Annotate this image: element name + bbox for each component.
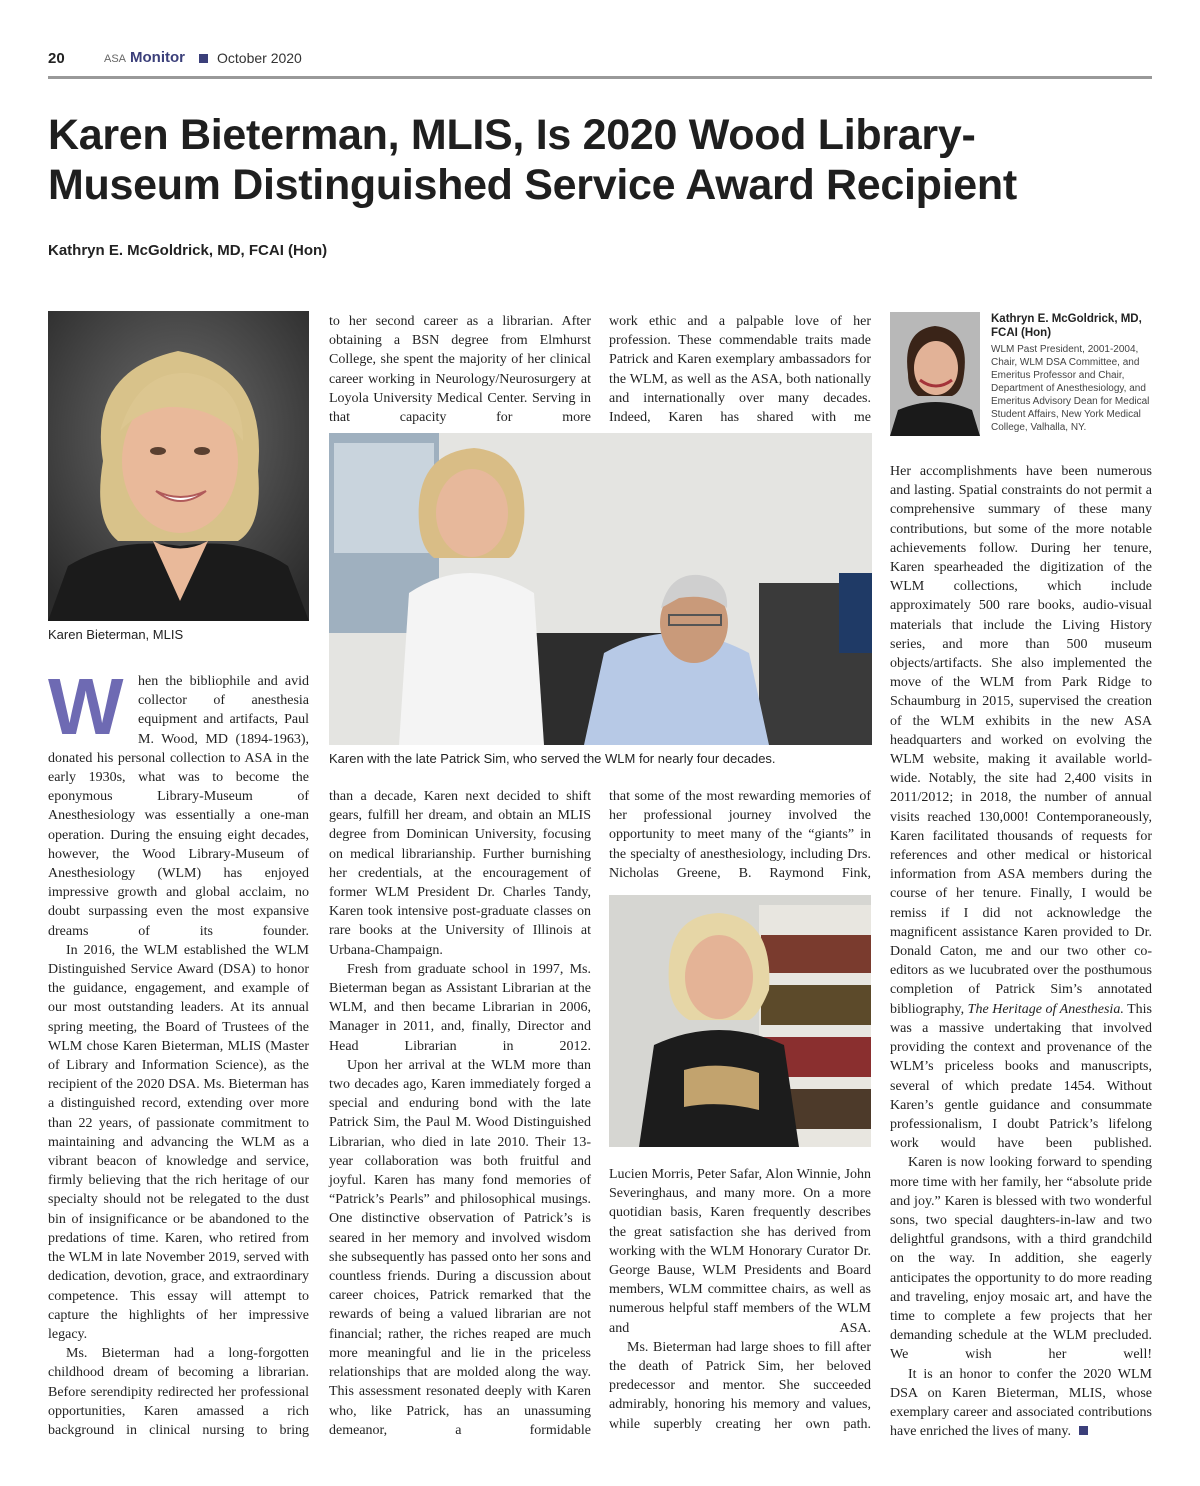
author-name-line-2: FCAI (Hon) [991,327,1052,339]
intro-text: hen the bibliophile and avid collector of anesthesia equipment and artifacts, Paul M. Wood, MD (1894-1963), donated his personal collection to ASA in the early 1930s, what was to become the eponymous Library-Museum of Anesthesiology was essentially a one-man operation. During the ensuing eight decades, however, the Wood Library-Museum of Anesthesiology (WLM) has enjoyed impressive growth and global acclaim, no doubt surpassing even the most expansive dreams of its founder. [48,674,309,939]
byline: Kathryn E. McGoldrick, MD, FCAI (Hon) [48,242,328,259]
column-2 [329,787,591,1440]
paragraph: Lucien Morris, Peter Safar, Alon Winnie, John Severinghaus, and many more. On a more quotidian basis, Karen frequently describes the great satisfaction she has derived from working with the WLM Honorary Curator Dr. George Bause, WLM Presidents and Board members, WLM committee chairs, as well as numerous helpful staff members of the WLM and ASA. [609,1167,871,1336]
column-4 [890,462,1152,1441]
page-number: 20 [48,50,65,67]
column-3-top [609,312,871,427]
title-line-2: Museum Distinguished Service Award Recipient [48,161,1017,209]
paragraph: than a decade, Karen next decided to shift gears, fulfill her dream, and obtain an MLIS degree from Dominican University, focusing on medical librarianship. Further burnishing her credentials, at the encouragement of former WLM President Dr. Charles Tandy, Karen took intensive post-graduate classes on rare books at the University of Illinois at Urbana-Champaign. [329,789,591,958]
bio-line: College, Valhalla, NY. [991,422,1087,433]
issue-date: October 2020 [217,50,302,66]
closing-text: It is an honor to confer the 2020 WLM DSA on Karen Bieterman, MLIS, whose exemplary career and associated contributions have enriched the lives of many. [890,1366,1152,1440]
column-3 [609,1165,871,1434]
closing-paragraph [890,1365,1152,1442]
publication-name: Monitor [130,49,185,66]
paragraph-text: Her accomplishments have been numerous and lasting. Spatial constraints do not permit a comprehensive summary of these many contributions, but some of the more notable achievements follow. During her tenure, Karen spearheaded the digitization of the WLM collections, which include approximately 500 rare books, audio-visual materials that include the Living History series, and more than 500 museum objects/artifacts. She also implemented the move of the WLM from Park Ridge to Schaumburg in 2015, supervised the creation of the WLM exhibits in the new ASA headquarters and worked on evolving the WLM website, making it available world-wide. Notably, the site had 2,400 visits in 2011/2012; in 2018, the number of annual visits reached 130,000! Contemporaneously, Karen facilitated thousands of requests for references and other medical or historical information from ASA members during the course of her tenure. Finally, I would be remiss if I did not acknowledge the magnificent assistance Karen provided to Dr. Donald Caton, me and our two other co-editors as we lucubrated over the posthumous completion of Patrick Sim’s annotated bibliography, [890,464,1152,1017]
portrait-illustration [48,311,309,621]
library-illustration [609,895,871,1147]
bio-line: Department of Anesthesiology, and [991,383,1146,394]
paragraph [890,462,1152,1153]
bio-line: Emeritus Advisory Dean for Medical [991,396,1150,407]
paragraph: Fresh from graduate school in 1997, Ms. Bieterman began as Assistant Librarian at the WLM, and then became Librarian in 2006, Manager in 2011, and, finally, Director and Head Librarian in 2012. [329,961,591,1054]
bio-line: Chair, WLM DSA Committee, and [991,357,1140,368]
portrait-photo [48,311,309,621]
article-title [48,110,1158,210]
author-headshot [890,312,980,436]
header-square-icon [199,54,208,63]
publication-prefix: ASA [104,53,127,65]
paragraph: that some of the most rewarding memories of her professional journey involved the opportunity to meet many of the “giants” in the specialty of anesthesiology, including Drs. Nicholas Greene, B. Raymond Fink, [609,789,871,881]
library-photo [609,895,871,1147]
end-mark-icon [1079,1426,1088,1435]
header-rule [48,76,1152,79]
paragraph: Upon her arrival at the WLM more than two decades ago, Karen immediately forged a special and enduring bond with the late Patrick Sim, the Paul M. Wood Distinguished Librarian, who died in late 2010. Their 13-year collaboration was both fruitful and joyful. Karen has many fond memories of “Patrick’s Pearls” and philosophical musings. One distinctive observation of Patrick’s is seared in her memory and involved wisdom she subsequently has passed onto her sons and countless friends. During a discussion about career choices, Patrick remarked that the rewards of being a valued librarian are not financial; rather, the riches reaped are much more meaningful and lie in the priceless relationships that are molded along the way. This assessment resonated deeply with Karen who, like Patrick, has an unassuming demeanor, a formidable [329,1057,591,1438]
intro-paragraph [48,662,309,941]
office-illustration [329,433,872,745]
title-line-1: Karen Bieterman, MLIS, Is 2020 Wood Library- [48,111,976,159]
paragraph: Ms. Bieterman had large shoes to fill after the death of Patrick Sim, her beloved predecessor and mentor. She succeeded admirably, honoring his memory and values, while superbly creating her own path. [609,1339,871,1432]
portrait-caption: Karen Bieterman, MLIS [48,627,184,642]
paragraph-text: This was a massive undertaking that involved providing the context and provenance of the WLM’s priceless books and manuscripts, several of which predate 1454. Without Karen’s gentle guidance and consummate professionalism, I doubt Patrick’s lifelong work would have been published. [890,1001,1152,1152]
paragraph: work ethic and a palpable love of her profession. These commendable traits made Patrick and Karen exemplary ambassadors for the WLM, as well as the ASA, both nationally and internationally over many decades. Indeed, Karen has shared with me [609,314,871,426]
column-2-top [329,312,591,427]
office-caption: Karen with the late Patrick Sim, who served the WLM for nearly four decades. [329,751,776,766]
paragraph: to her second career as a librarian. After obtaining a BSN degree from Elmhurst College, she spent the majority of her clinical career working in Neurology/Neurosurgery at Loyola University Medical Center. Serving in that capacity for more [329,314,591,426]
author-bio [991,312,1159,434]
paragraph: Ms. Bieterman had a long-forgotten childhood dream of becoming a librarian. Before serendipity redirected her professional opportunities, Karen amassed a rich background in clinical nursing to bring [48,1346,309,1438]
bio-line: WLM Past President, 2001-2004, [991,344,1139,355]
bio-line: Emeritus Professor and Chair, [991,370,1125,381]
bio-line: Student Affairs, New York Medical [991,409,1141,420]
paragraph: Karen is now looking forward to spending more time with her family, her “absolute pride and joy.” Karen is blessed with two wonderful sons, two special daughters-in-law and two delightful grandsons, with a third grandchild on the way. In addition, she eagerly anticipates the opportunity to do more reading and traveling, enjoy mosaic art, and have the time to complete a few projects that her demanding schedule at the WLM precluded. We wish her well! [890,1155,1152,1363]
office-photo [329,433,872,745]
paragraph: In 2016, the WLM established the WLM Distinguished Service Award (DSA) to honor the guidance, engagement, and example of our most outstanding leaders. At its annual spring meeting, the Board of Trustees of the WLM chose Karen Bieterman, MLIS (Master of Library and Information Science), as the recipient of the 2020 DSA. Ms. Bieterman has a distinguished record, extending over more than 22 years, of passionate commitment to maintaining and advancing the WLM as a vibrant beacon of knowledge and service, firmly believing that the rich heritage of our specialty should not be relegated to the dust bin of insignificance or be abandoned to the predations of time. Karen, who retired from the WLM in late November 2019, served with dedication, devotion, grace, and extraordinary competence. This essay will attempt to capture the highlights of her impressive legacy. [48,942,309,1342]
author-name-line-1: Kathryn E. McGoldrick, MD, [991,313,1142,325]
author-illustration [890,312,980,436]
column-3-middle [609,787,871,883]
drop-cap: W [48,662,124,751]
column-1 [48,662,309,1440]
book-title: The Heritage of Anesthesia. [967,1001,1124,1017]
